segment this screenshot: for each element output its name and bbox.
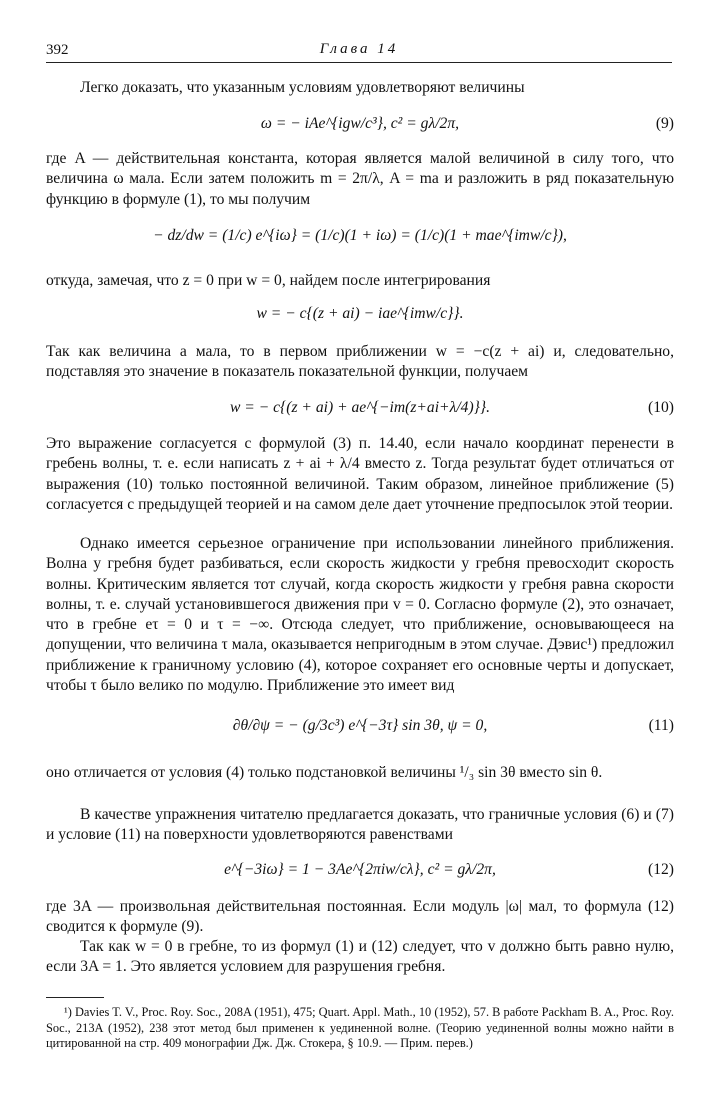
footnote-divider (46, 997, 104, 998)
equation-w-formula: w = − c{(z + ai) − iae^{imw/c}}. (256, 305, 464, 322)
paragraph-first-approximation: Так как величина a мала, то в первом приближении w = −c(z + ai) и, следовательно, подставляя это значение в показатель показательной функции, получаем (46, 343, 674, 381)
equation-11-formula: ∂θ/∂ψ = − (g/3c³) e^{−3τ} sin 3θ, ψ = 0, (232, 717, 488, 734)
equation-10-formula: w = − c{(z + ai) + ae^{−im(z+ai+λ/4)}}. (229, 399, 491, 416)
equation-10 (46, 399, 674, 423)
equation-9 (46, 115, 674, 139)
equation-dz-dw (46, 227, 674, 251)
equation-w (46, 305, 674, 329)
paragraph-substitution: оно отличается от условия (4) только подстановкой величины ¹/₃ sin 3θ вместо sin θ. (46, 764, 603, 781)
chapter-title: Глава 14 (319, 41, 399, 57)
equation-10-number: (10) (648, 399, 674, 416)
paragraph-constant-definition: где A — действительная константа, которая является малой величиной в силу того, что величина ω мала. Если затем положить m = 2π/λ, A = ma и разложить в ряд показательную функцию в формуле (1), то мы получим (46, 150, 674, 208)
footnote: ¹) Davies T. V., Proc. Roy. Soc., 208A (1951), 475; Quart. Appl. Math., 10 (1952), 57. В работе Packham B. A., Proc. Roy. Soc., 213A (1952), 238 этот метод был применен к уединенной волне. (Теорию уединенной волны можно найти в цитированной на стр. 409 монографии Дж. Дж. Стокера, § 10.9. — Прим. перев.) (46, 1005, 674, 1051)
paragraph-agreement: Это выражение согласуется с формулой (3) п. 14.40, если начало координат перенести в гребень волны, т. е. если написать z + ai + λ/4 вместо z. Тогда результат будет отличаться от выражения (10) только постоянной величиной. Таким образом, линейное приближение (5) согласуется с предыдущей теорией и на самом деле дает уточнение предпосылок этой теории. (46, 435, 674, 513)
equation-11 (46, 717, 674, 741)
equation-9-number: (9) (655, 115, 674, 132)
page-header (46, 40, 672, 63)
paragraph-limitation: Однако имеется серьезное ограничение при использовании линейного приближения. Волна у гребня будет разбиваться, если скорость жидкости у гребня превосходит скорость волны. Критическим является тот случай, когда скорость жидкости у гребня равна скорости волны, т. е. случай установившегося движения при v = 0. Согласно формуле (2), это означает, что в гребне eτ = 0 и τ = −∞. Отсюда следует, что приближение, основывающееся на допущении, что величина τ мала, оказывается непригодным в этом случае. Дэвис¹) предложил приближение к граничному условию (4), которое сохраняет его основные черты и допускает, чтобы τ было велико по модулю. Приближение это имеет вид (46, 535, 674, 695)
equation-12 (46, 861, 674, 885)
equation-12-number: (12) (648, 861, 674, 878)
equation-9-formula: ω = − iAe^{igw/c³}, c² = gλ/2π, (260, 115, 460, 132)
paragraph-integration: откуда, замечая, что z = 0 при w = 0, найдем после интегрирования (46, 272, 491, 289)
paragraph-arbitrary-constant: где 3A — произвольная действительная постоянная. Если модуль |ω| мал, то формула (12) сводится к формуле (9). (46, 898, 674, 936)
paragraph-intro: Легко доказать, что указанным условиям удовлетворяют величины (80, 79, 525, 96)
equation-dz-dw-formula: − dz/dw = (1/c) e^{iω} = (1/c)(1 + iω) = (1/c)(1 + mae^{imw/c}), (153, 227, 567, 244)
equation-12-formula: e^{−3iω} = 1 − 3Ae^{2πiw/cλ}, c² = gλ/2π, (224, 861, 496, 878)
paragraph-exercise: В качестве упражнения читателю предлагается доказать, что граничные условия (6) и (7) и условие (11) на поверхности удовлетворяются равенствами (46, 806, 674, 844)
equation-11-number: (11) (648, 717, 674, 734)
paragraph-crest-breaking: Так как w = 0 в гребне, то из формул (1) и (12) следует, что v должно быть равно нулю, если 3A = 1. Это является условием для разрушения гребня. (46, 938, 674, 976)
page-number: 392 (46, 42, 69, 58)
